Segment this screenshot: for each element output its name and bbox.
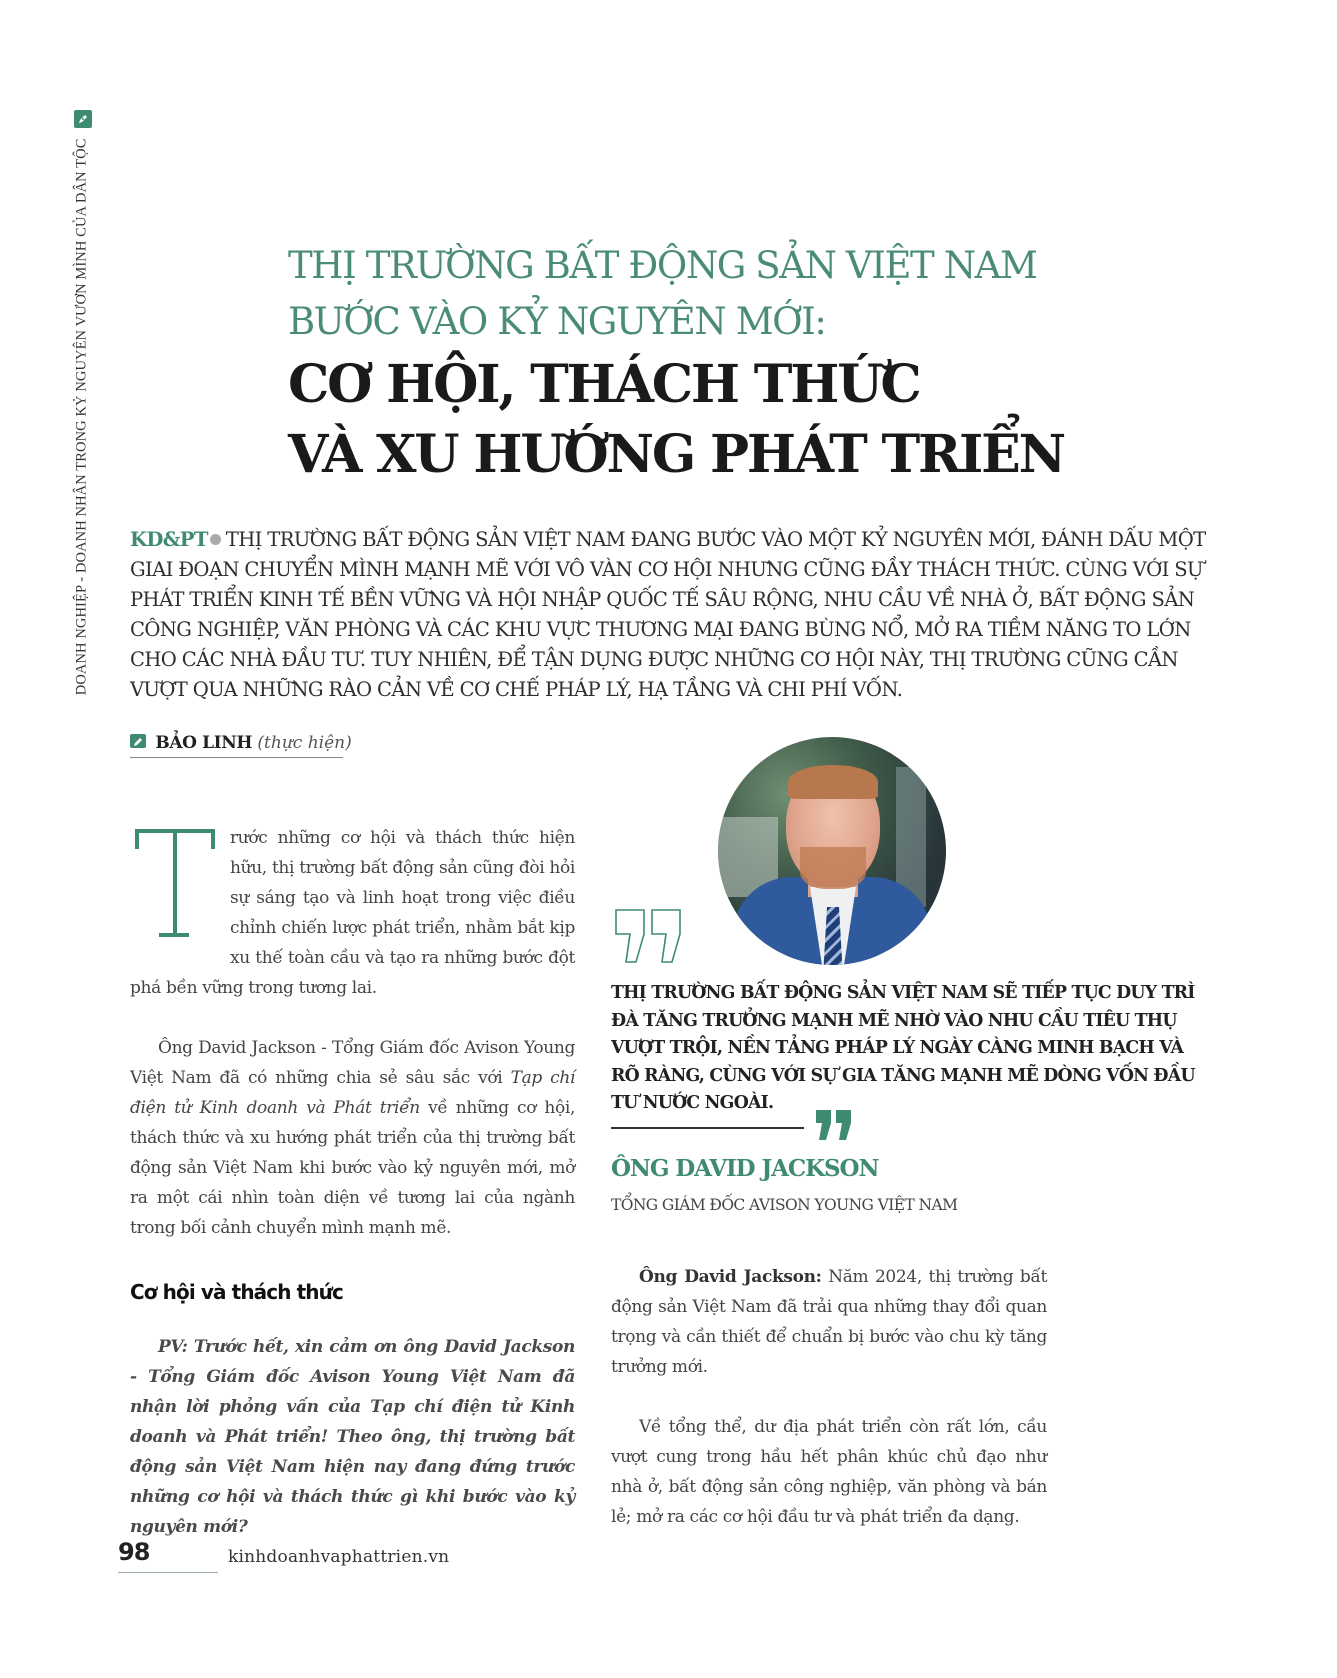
bullet-dot-icon bbox=[210, 534, 221, 545]
speaker-title: TỔNG GIÁM ĐỐC AVISON YOUNG VIỆT NAM bbox=[611, 1196, 958, 1214]
drop-cap-t bbox=[130, 829, 225, 944]
intro-text: rước những cơ hội và thách thức hiện hữu, thị trường bất động sản cũng đòi hỏi sự sáng tạo và linh hoạt trong việc điều chỉnh chiến lược phát triển, nhằm bắt kịp xu thế toàn cầu và tạo ra những bước đột phá bền vững trong tương lai. bbox=[130, 828, 575, 998]
lead-paragraph bbox=[130, 525, 1215, 705]
side-banner-text: DOANH NGHIỆP - DOANH NHÂN TRONG KỶ NGUYÊN VƯƠN MÌNH CỦA DÂN TỘC bbox=[73, 138, 90, 696]
quote-divider bbox=[611, 1127, 804, 1129]
section-heading: Cơ hội và thách thức bbox=[130, 1280, 343, 1304]
interview-question: PV: Trước hết, xin cảm ơn ông David Jackson - Tổng Giám đốc Avison Young Việt Nam đã nhận lời phỏng vấn của Tạp chí điện tử Kinh doanh và Phát triển! Theo ông, thị trường bất động sản Việt Nam hiện nay đang đứng trước những cơ hội và thách thức gì khi bước vào kỷ nguyên mới? bbox=[130, 1337, 575, 1537]
portrait-photo bbox=[718, 737, 946, 965]
side-banner bbox=[72, 110, 96, 740]
right-column bbox=[611, 1262, 1047, 1532]
speaker-name: ÔNG DAVID JACKSON bbox=[611, 1155, 879, 1182]
website-link[interactable]: kinhdoanhvaphattrien.vn bbox=[228, 1547, 450, 1567]
footer-divider bbox=[118, 1572, 218, 1573]
page-number: 98 bbox=[118, 1538, 150, 1566]
pull-quote: THỊ TRƯỜNG BẤT ĐỘNG SẢN VIỆT NAM SẼ TIẾP TỤC DUY TRÌ ĐÀ TĂNG TRƯỞNG MẠNH MẼ NHỜ VÀO NHU CẦU TIÊU THỤ VƯỢT TRỘI, NỀN TẢNG PHÁP LÝ NGÀY CÀNG MINH BẠCH VÀ RÕ RÀNG, CÙNG VỚI SỰ GIA TĂNG MẠNH MẼ DÒNG VỐN ĐẦU TƯ NƯỚC NGOÀI. bbox=[611, 983, 1195, 1114]
byline bbox=[130, 733, 352, 758]
context-text-a: Ông David Jackson - Tổng Giám đốc Avison Young Việt Nam đã có những chia sẻ sâu sắc với bbox=[130, 1038, 575, 1088]
answer-paragraph-2: Về tổng thể, dư địa phát triển còn rất lớn, cầu vượt cung trong hầu hết phân khúc chủ đạo như nhà ở, bất động sản công nghiệp, văn phòng và bán lẻ; mở ra các cơ hội đầu tư và phát triển đa dạng. bbox=[611, 1417, 1047, 1527]
quote-open-icon bbox=[614, 908, 686, 966]
quote-close-icon bbox=[814, 1110, 854, 1142]
headline-line-3: CƠ HỘI, THÁCH THỨC bbox=[288, 354, 920, 415]
author-role: (thực hiện) bbox=[257, 733, 352, 753]
author-name: BẢO LINH bbox=[155, 733, 252, 753]
intro-paragraph bbox=[130, 823, 575, 1003]
answer-label: Ông David Jackson: bbox=[639, 1267, 822, 1287]
context-text-b: về những cơ hội, thách thức và xu hướng phát triển của thị trường bất động sản Việt Nam khi bước vào kỷ nguyên mới, mở ra một cái nhìn toàn diện về tương lai của ngành trong bối cảnh chuyển mình mạnh mẽ. bbox=[130, 1098, 576, 1238]
headline-line-4: VÀ XU HƯỚNG PHÁT TRIỂN bbox=[288, 424, 1064, 485]
lead-tag: KD&PT bbox=[130, 528, 208, 551]
lead-text: THỊ TRƯỜNG BẤT ĐỘNG SẢN VIỆT NAM ĐANG BƯỚC VÀO MỘT KỶ NGUYÊN MỚI, ĐÁNH DẤU MỘT GIAI ĐOẠN CHUYỂN MÌNH MẠNH MẼ VỚI VÔ VÀN CƠ HỘI NHƯNG CŨNG ĐẦY THÁCH THỨC. CÙNG VỚI SỰ PHÁT TRIỂN KINH TẾ BỀN VỮNG VÀ HỘI NHẬP QUỐC TẾ SÂU RỘNG, NHU CẦU VỀ NHÀ Ở, BẤT ĐỘNG SẢN CÔNG NGHIỆP, VĂN PHÒNG VÀ CÁC KHU VỰC THƯƠNG MẠI ĐANG BÙNG NỔ, MỞ RA TIỀM NĂNG TO LỚN CHO CÁC NHÀ ĐẦU TƯ. TUY NHIÊN, ĐỂ TẬN DỤNG ĐƯỢC NHỮNG CƠ HỘI NÀY, THỊ TRƯỜNG CŨNG CẦN VƯỢT QUA NHỮNG RÀO CẢN VỀ CƠ CHẾ PHÁP LÝ, HẠ TẦNG VÀ CHI PHÍ VỐN. bbox=[130, 528, 1206, 701]
context-paragraph bbox=[130, 1033, 575, 1243]
headline-line-1: THỊ TRƯỜNG BẤT ĐỘNG SẢN VIỆT NAM bbox=[288, 244, 1037, 287]
magazine-name: Tạp chí điện tử Kinh doanh và Phát triển bbox=[130, 1068, 575, 1118]
pen-icon bbox=[74, 110, 92, 128]
headline-line-2: BƯỚC VÀO KỶ NGUYÊN MỚI: bbox=[288, 300, 826, 343]
answer-text-1: Năm 2024, thị trường bất động sản Việt Nam đã trải qua những thay đổi quan trọng và cần thiết để chuẩn bị bước vào chu kỳ tăng trưởng mới. bbox=[611, 1267, 1048, 1377]
left-column bbox=[130, 823, 575, 1542]
pen-icon bbox=[130, 734, 146, 748]
answer-paragraph-1 bbox=[611, 1262, 1047, 1382]
headline bbox=[288, 238, 1064, 490]
